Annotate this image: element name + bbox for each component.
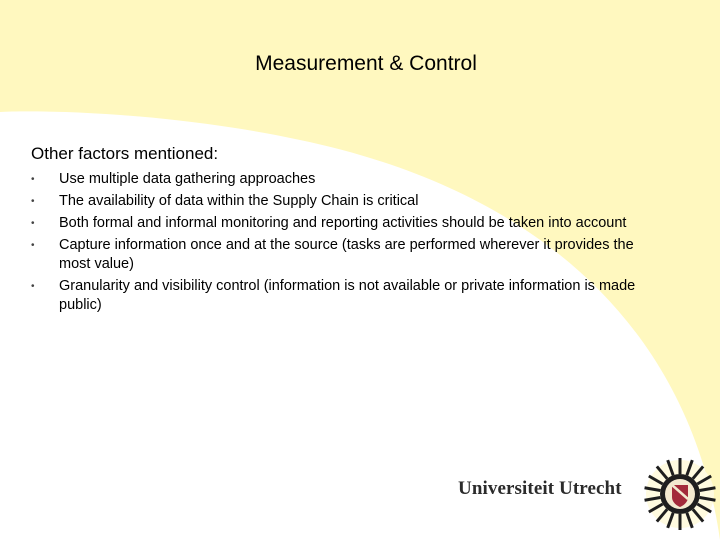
university-logo-text: Universiteit Utrecht bbox=[458, 478, 622, 499]
bullet-icon: • bbox=[31, 196, 35, 207]
bullet-icon: • bbox=[31, 174, 35, 185]
bullet-text: Capture information once and at the source (tasks are performed wherever it provides the most value) bbox=[59, 237, 634, 272]
bullet-icon: • bbox=[31, 281, 35, 292]
list-item bbox=[31, 170, 641, 189]
list-item bbox=[31, 192, 641, 211]
bullet-text: Use multiple data gathering approaches bbox=[59, 171, 316, 187]
bullet-text: Granularity and visibility control (information is not available or private information is made public) bbox=[59, 278, 636, 313]
list-item bbox=[31, 277, 641, 315]
bullet-text: The availability of data within the Supply Chain is critical bbox=[59, 193, 419, 209]
bullet-icon: • bbox=[31, 240, 35, 251]
bullet-text: Both formal and informal monitoring and reporting activities should be taken into account bbox=[59, 215, 627, 231]
university-seal-icon bbox=[638, 452, 718, 534]
bullet-icon: • bbox=[31, 218, 35, 229]
slide-title: Measurement & Control bbox=[255, 52, 477, 75]
list-item bbox=[31, 214, 641, 233]
intro-text: Other factors mentioned: bbox=[31, 144, 219, 163]
list-item bbox=[31, 236, 641, 274]
bullet-list bbox=[31, 170, 641, 318]
